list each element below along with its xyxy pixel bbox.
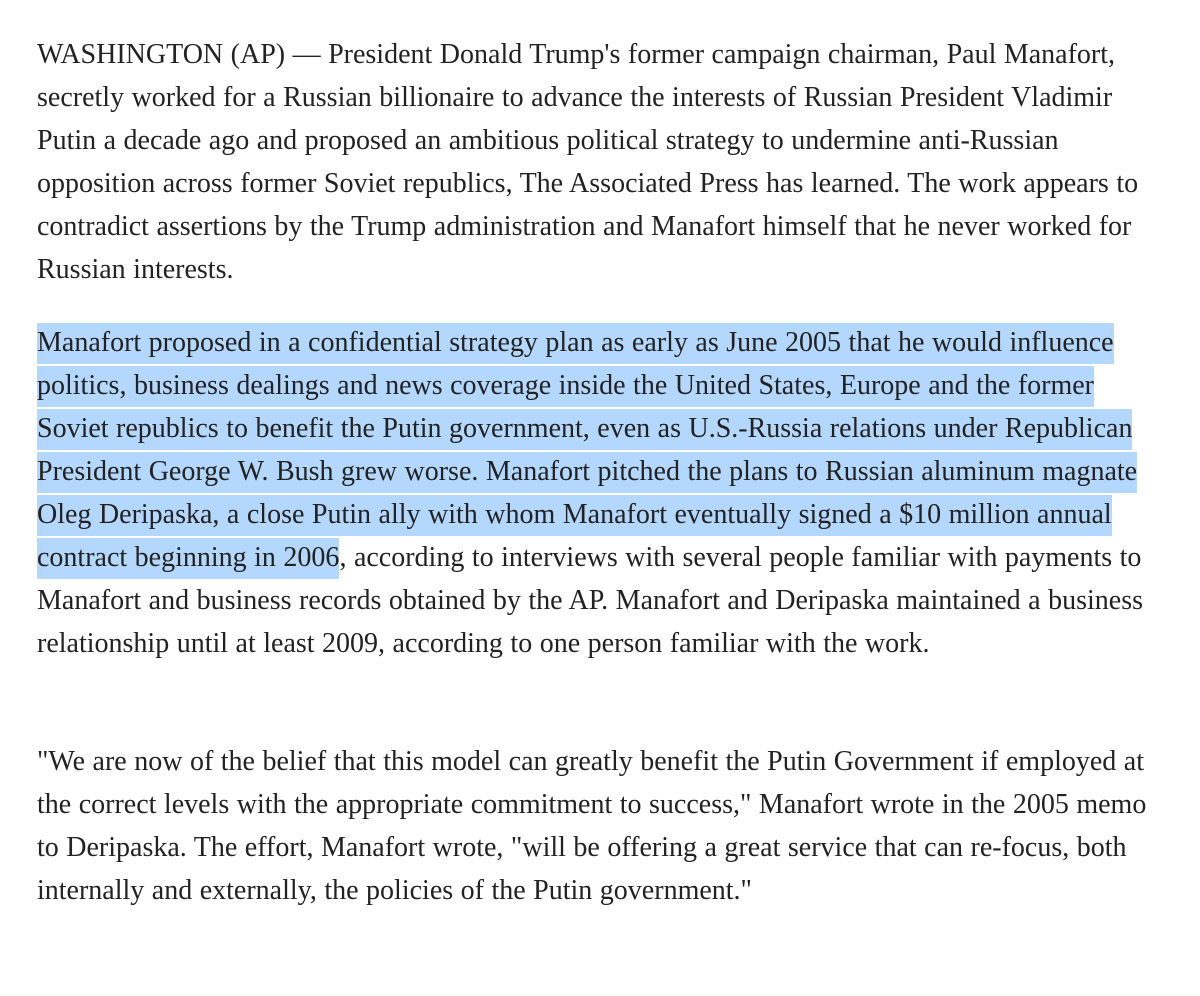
- article-paragraph-3: "We are now of the belief that this model can greatly benefit the Putin Government if employed at the correct levels with the appropriate commitment to success," Manafort wrote in the 2005 memo to Deripaska. The effort, Manafort wrote, "will be offering a great service that can re-focus, both internally and externally, the policies of the Putin government.": [37, 746, 1147, 906]
- paragraph-2-continuation: , according to interviews with several people familiar with payments to Manafort and business records obtained by the AP. Manafort and Deripaska maintained a business relationship until at least 2009, according to one person familiar with the work.: [37, 542, 1144, 659]
- selected-text-highlight[interactable]: Manafort proposed in a confidential strategy plan as early as June 2005 that he would influence politics, business dealings and news coverage inside the United States, Europe and the former Soviet republics to benefit the Putin government, even as U.S.-Russia relations under Republican President George W. Bush grew worse. Manafort pitched the plans to Russian aluminum magnate Oleg Deripaska, a close Putin ally with whom Manafort eventually signed a $10 million annual contract beginning in 2006: [37, 323, 1137, 579]
- clipped-headline-fragment: [37, 0, 297, 8]
- article-paragraph-1: WASHINGTON (AP) — President Donald Trump's former campaign chairman, Paul Manafort, secretly worked for a Russian billionaire to advance the interests of Russian President Vladimir Putin a decade ago and proposed an ambitious political strategy to undermine anti-Russian opposition across former Soviet republics, The Associated Press has learned. The work appears to contradict assertions by the Trump administration and Manafort himself that he never worked for Russian interests.: [37, 39, 1139, 285]
- article-paragraph-2: [37, 321, 1147, 665]
